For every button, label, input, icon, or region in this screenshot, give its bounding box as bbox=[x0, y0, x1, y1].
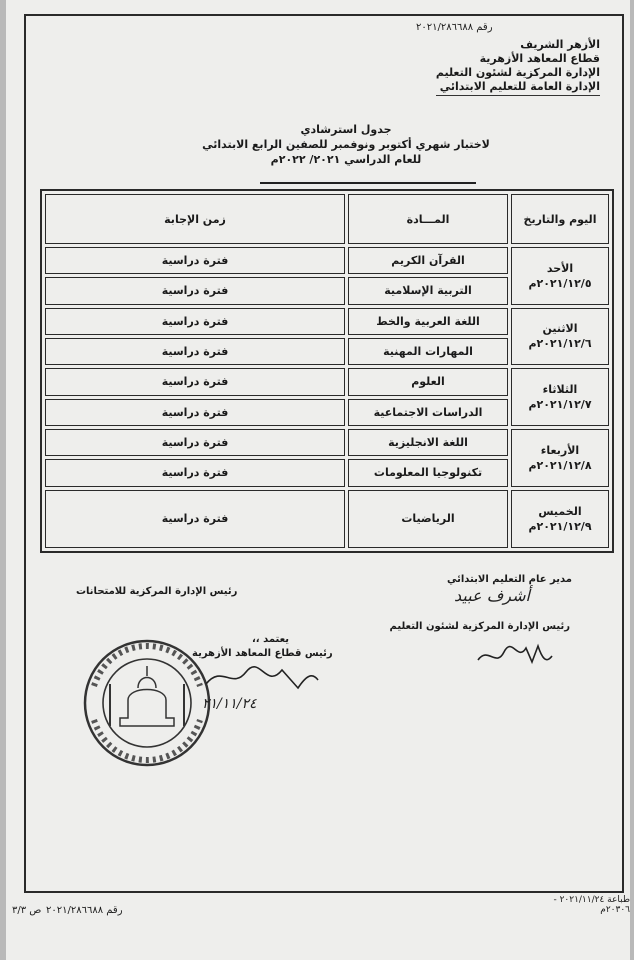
subject-cell: القرآن الكريم bbox=[348, 247, 508, 274]
official-seal-stamp bbox=[80, 636, 214, 770]
time-cell: فترة دراسية bbox=[45, 338, 345, 365]
day-date: ٢٠٢١/١٢/٦م bbox=[528, 337, 592, 351]
title-line-3: للعام الدراسي ٢٠٢١/ ٢٠٢٢م bbox=[270, 153, 422, 166]
time-cell: فترة دراسية bbox=[45, 429, 345, 456]
exam-schedule-table bbox=[40, 189, 614, 553]
table-row bbox=[45, 308, 609, 335]
subject-cell: المهارات المهنية bbox=[348, 338, 508, 365]
print-note: طباعة ٢٠٢١/١١/٢٤ - ٢٠٣٠٦م bbox=[553, 895, 630, 915]
day-name: الاثنين bbox=[542, 322, 578, 336]
title-line-1: جدول استرشادي bbox=[300, 123, 392, 136]
organization-header bbox=[436, 38, 600, 96]
time-cell: فترة دراسية bbox=[45, 368, 345, 395]
day-date: ٢٠٢١/١٢/٨م bbox=[528, 458, 592, 472]
day-name: الأربعاء bbox=[540, 443, 580, 457]
time-cell: فترة دراسية bbox=[45, 399, 345, 426]
reference-number: رقم ٢٠٢١/٢٨٦٦٨٨ bbox=[416, 22, 493, 33]
approval-title: رئيس قطاع المعاهد الأزهرية bbox=[192, 648, 333, 659]
table-row bbox=[45, 490, 609, 548]
subject-cell: تكنولوجيا المعلومات bbox=[348, 459, 508, 486]
time-cell: فترة دراسية bbox=[45, 277, 345, 304]
approval-signature bbox=[202, 660, 322, 696]
day-date: ٢٠٢١/١٢/٥م bbox=[528, 276, 592, 290]
day-cell bbox=[511, 247, 609, 305]
subject-cell: الرياضيات bbox=[348, 490, 508, 548]
time-cell: فترة دراسية bbox=[45, 308, 345, 335]
signature-director-name: أشرف عبيد bbox=[454, 586, 530, 605]
subject-cell: العلوم bbox=[348, 368, 508, 395]
table-row bbox=[45, 247, 609, 274]
approval-label: يعتمد ،، bbox=[252, 634, 290, 645]
time-cell: فترة دراسية bbox=[45, 247, 345, 274]
time-cell: فترة دراسية bbox=[45, 490, 345, 548]
header-subject: المـــادة bbox=[348, 194, 508, 244]
approval-date: ٢١/١١/٢٤ bbox=[202, 696, 257, 712]
subject-cell: الدراسات الاجتماعية bbox=[348, 399, 508, 426]
subject-cell: اللغة العربية والخط bbox=[348, 308, 508, 335]
table-row bbox=[45, 368, 609, 395]
org-line-4: الإدارة العامة للتعليم الابتدائي bbox=[436, 80, 600, 96]
document-page bbox=[6, 0, 630, 960]
title-line-2: لاختبار شهري أكتوبر ونوفمبر للصفين الرابع الابتدائي bbox=[202, 138, 490, 151]
table-header-row bbox=[45, 194, 609, 244]
signature-director-title: مدير عام التعليم الابتدائي bbox=[446, 574, 572, 585]
org-line-3: الإدارة المركزية لشئون التعليم bbox=[435, 66, 600, 79]
page-number: ص ٣/٣ bbox=[12, 905, 42, 916]
day-name: الثلاثاء bbox=[542, 383, 578, 397]
day-date: ٢٠٢١/١٢/٧م bbox=[528, 398, 592, 412]
header-day-date: اليوم والتاريخ bbox=[511, 194, 609, 244]
title-underline bbox=[260, 182, 476, 184]
day-name: الأحد bbox=[546, 261, 574, 275]
signature-central-admin-title: رئيس الإدارة المركزية لشئون التعليم bbox=[389, 621, 570, 632]
day-cell bbox=[511, 490, 609, 548]
header-answer-time: زمن الإجابة bbox=[45, 194, 345, 244]
subject-cell: اللغة الانجليزية bbox=[348, 429, 508, 456]
day-name: الخميس bbox=[538, 504, 582, 518]
table-row bbox=[45, 429, 609, 456]
footer-reference: رقم ٢٠٢١/٢٨٦٦٨٨ bbox=[46, 905, 123, 916]
day-cell bbox=[511, 308, 609, 366]
day-cell bbox=[511, 429, 609, 487]
day-cell bbox=[511, 368, 609, 426]
subject-cell: التربية الإسلامية bbox=[348, 277, 508, 304]
org-line-2: قطاع المعاهد الأزهرية bbox=[479, 52, 600, 65]
document-title bbox=[196, 122, 496, 167]
handwritten-signature bbox=[474, 638, 554, 672]
signature-exams-title: رئيس الإدارة المركزية للامتحانات bbox=[76, 586, 238, 597]
time-cell: فترة دراسية bbox=[45, 459, 345, 486]
day-date: ٢٠٢١/١٢/٩م bbox=[528, 519, 592, 533]
org-line-1: الأزهر الشريف bbox=[520, 38, 600, 51]
